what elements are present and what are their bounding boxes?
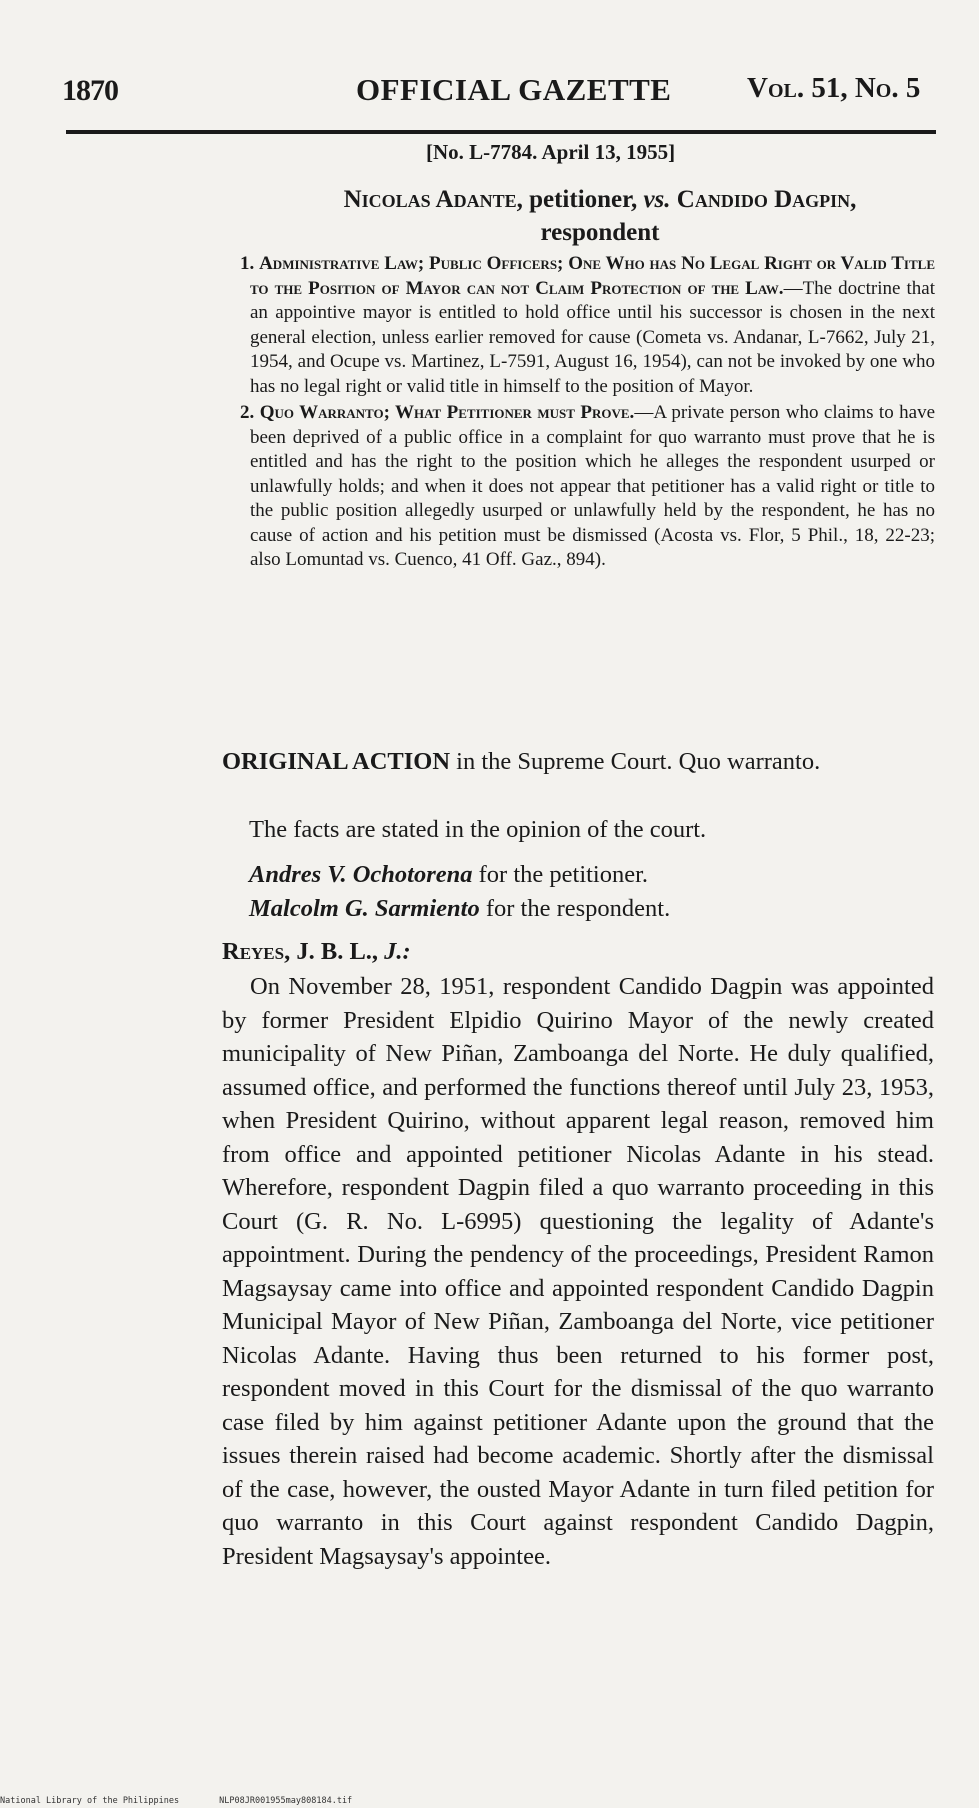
counsel-role: for the respondent. [479, 895, 671, 922]
case-parties [270, 183, 930, 249]
counsel-role: for the petitioner. [472, 861, 649, 888]
footer-library: National Library of the Philippines [0, 1796, 180, 1806]
headnote-number: 1. [240, 253, 260, 274]
respondent-role: respondent [540, 219, 660, 246]
original-action-text: in the Supreme Court. Quo warranto. [450, 748, 821, 775]
scan-footer [0, 1796, 392, 1806]
petitioner-role: , petitioner, [516, 186, 644, 213]
headnote-number: 2. [240, 402, 260, 423]
justice-suffix: J.: [384, 938, 411, 965]
footer-file: NLP08JR001955may808184.tif [219, 1796, 353, 1806]
original-action-lead: ORIGINAL ACTION [222, 748, 451, 775]
counsel-petitioner [249, 858, 670, 892]
versus: vs. [643, 186, 671, 213]
syllabus [240, 252, 935, 575]
publication-title: OFFICIAL GAZETTE [356, 72, 672, 107]
counsel-respondent [249, 892, 670, 926]
page-number: 1870 [62, 74, 118, 107]
headnote-text: —The doctrine that an appointive mayor is entitled to hold office until his successor is chosen in the next general election, unless earlier removed for cause (Cometa vs. Andanar, L-7662, July 21, 1954, and Ocupe vs. Martinez, L-7591, August 16, 1954), can not be invoked by one who has no legal right or valid title in himself to the position of Mayor. [250, 277, 935, 397]
headnote-title: Quo Warranto; What Petitioner must Prove. [259, 402, 635, 423]
headnote [240, 401, 935, 573]
header-rule [66, 130, 936, 134]
counsel-name: Andres V. Ochotorena [249, 861, 473, 888]
petitioner-name: Nicolas Adante [343, 186, 517, 213]
counsel-list [249, 858, 670, 926]
original-action [222, 744, 932, 779]
headnote-text: —A private person who claims to have been deprived of a public office in a complaint for quo warranto must prove that he is entitled and has the right to the position which he alleges the respondent usurped or unlawfully holds; and when it does not appear that petitioner has a valid right or title to the public position allegedly usurped or unlawfully held by the respondent, he has no cause of action and his petition must be dismissed (Acosta vs. Flor, 5 Phil., 18, 22-23; also Lomuntad vs. Cuenco, 41 Off. Gaz., 894). [250, 402, 936, 570]
counsel-name: Malcolm G. Sarmiento [249, 895, 480, 922]
justice-name: Reyes, J. B. L., [222, 938, 385, 965]
ponente [222, 938, 411, 966]
headnote-title: Administrative Law; Public Officers; One Who has No Legal Right or Valid Title to the Position of Mayor can not Claim Protection of the Law. [250, 253, 935, 299]
headnote [240, 252, 935, 399]
facts-statement: The facts are stated in the opinion of the court. [249, 816, 707, 843]
volume-number: Vol. 51, No. 5 [747, 72, 921, 104]
respondent-name: Candido Dagpin, [670, 186, 857, 213]
case-number-date: [No. L-7784. April 13, 1955] [426, 140, 676, 164]
opinion-paragraph: On November 28, 1951, respondent Candido Dagpin was appointed by former President Elpidio Quirino Mayor of the newly created municipality of New Piñan, Zamboanga del Norte. He duly qualified, assumed office, and performed the functions thereof until July 23, 1953, when President Quirino, without apparent legal reason, removed him from office and appointed petitioner Nicolas Adante in his stead. Wherefore, respondent Dagpin filed a quo warranto proceeding in this Court (G. R. No. L-6995) questioning the legality of Adante's appointment. During the pendency of the proceedings, President Ramon Magsaysay came into office and appointed respondent Candido Dagpin Municipal Mayor of New Piñan, Zamboanga del Norte, vice petitioner Nicolas Adante. Having thus been returned to his former post, respondent moved in this Court for the dismissal of the quo warranto case filed by him against petitioner Adante upon the ground that the issues therein raised had become academic. Shortly after the dismissal of the case, however, the ousted Mayor Adante in turn filed petition for quo warranto in this Court against respondent Candido Dagpin, President Magsaysay's appointee. [222, 973, 934, 1570]
